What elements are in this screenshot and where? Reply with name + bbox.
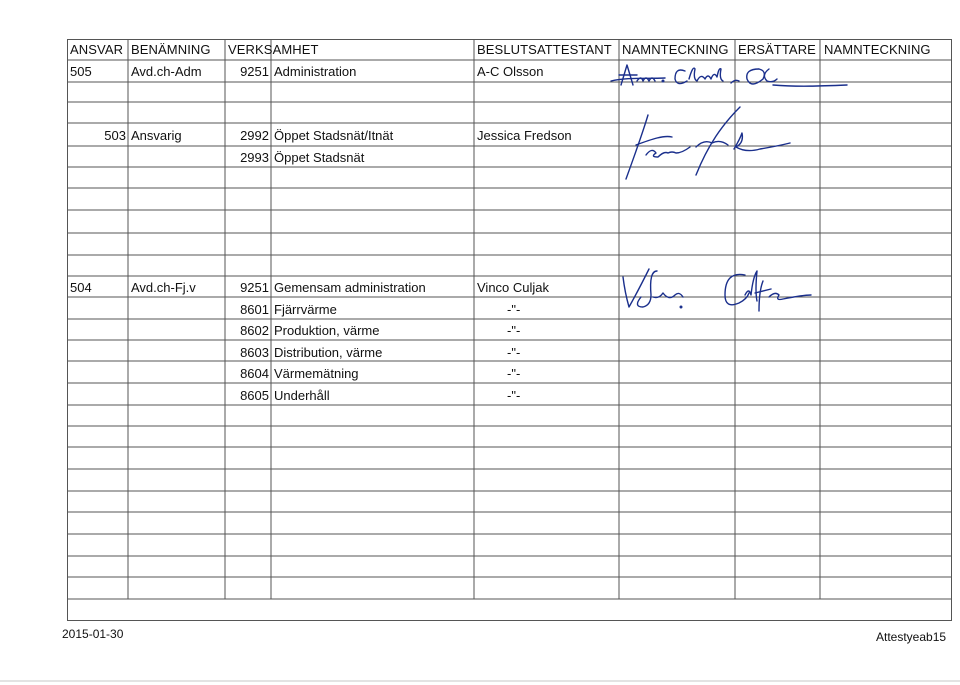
header-benamning: BENÄMNING	[131, 42, 211, 57]
signature-olsson	[607, 51, 852, 99]
cell-ansvar: 504	[70, 280, 92, 295]
cell-code: 2992	[240, 128, 269, 143]
cell-attestant: Vinco Culjak	[477, 280, 550, 295]
cell-verksamhet: Öppet Stadsnät/Itnät	[274, 128, 394, 143]
cell-benamning: Ansvarig	[131, 128, 182, 143]
signature-culjak	[615, 267, 815, 319]
cell-verksamhet: Öppet Stadsnät	[274, 150, 365, 165]
cell-verksamhet: Värmemätning	[274, 366, 359, 381]
cell-code: 8604	[240, 366, 269, 381]
cell-attestant-ditto: -"-	[507, 302, 521, 317]
cell-verksamhet: Distribution, värme	[274, 345, 383, 360]
cell-code: 8601	[240, 302, 269, 317]
cell-benamning: Avd.ch-Adm	[131, 64, 202, 79]
signature-fredson	[622, 105, 802, 185]
header-beslutsattestant: BESLUTSATTESTANT	[477, 42, 612, 57]
cell-ansvar: 503	[104, 128, 126, 143]
cell-verksamhet: Underhåll	[274, 388, 330, 403]
cell-code: 8602	[240, 323, 269, 338]
cell-verksamhet: Fjärrvärme	[274, 302, 337, 317]
cell-attestant: Jessica Fredson	[477, 128, 572, 143]
cell-attestant: A-C Olsson	[477, 64, 544, 79]
cell-verksamhet: Produktion, värme	[274, 323, 380, 338]
scan-edge-divider	[0, 680, 960, 682]
header-namnteckning: NAMNTECKNING	[622, 42, 729, 57]
cell-code: 9251	[240, 280, 269, 295]
cell-code: 8603	[240, 345, 269, 360]
cell-attestant-ditto: -"-	[507, 345, 521, 360]
attest-sheet	[67, 39, 952, 621]
header-namnteckning-2: NAMNTECKNING	[824, 42, 931, 57]
cell-code: 2993	[240, 150, 269, 165]
cell-verksamhet: Administration	[274, 64, 357, 79]
cell-attestant-ditto: -"-	[507, 388, 521, 403]
footer-date: 2015-01-30	[62, 627, 124, 641]
header-ersattare: ERSÄTTARE	[738, 42, 816, 57]
cell-code: 9251	[240, 64, 269, 79]
cell-attestant-ditto: -"-	[507, 366, 521, 381]
header-verksamhet: VERKSAMHET	[228, 42, 319, 57]
cell-verksamhet: Gemensam administration	[274, 280, 426, 295]
cell-code: 8605	[240, 388, 269, 403]
cell-ansvar: 505	[70, 64, 92, 79]
footer-doc-id: Attestyeab15	[876, 630, 947, 644]
cell-benamning: Avd.ch-Fj.v	[131, 280, 196, 295]
header-ansvar: ANSVAR	[70, 42, 124, 57]
cell-attestant-ditto: -"-	[507, 323, 521, 338]
